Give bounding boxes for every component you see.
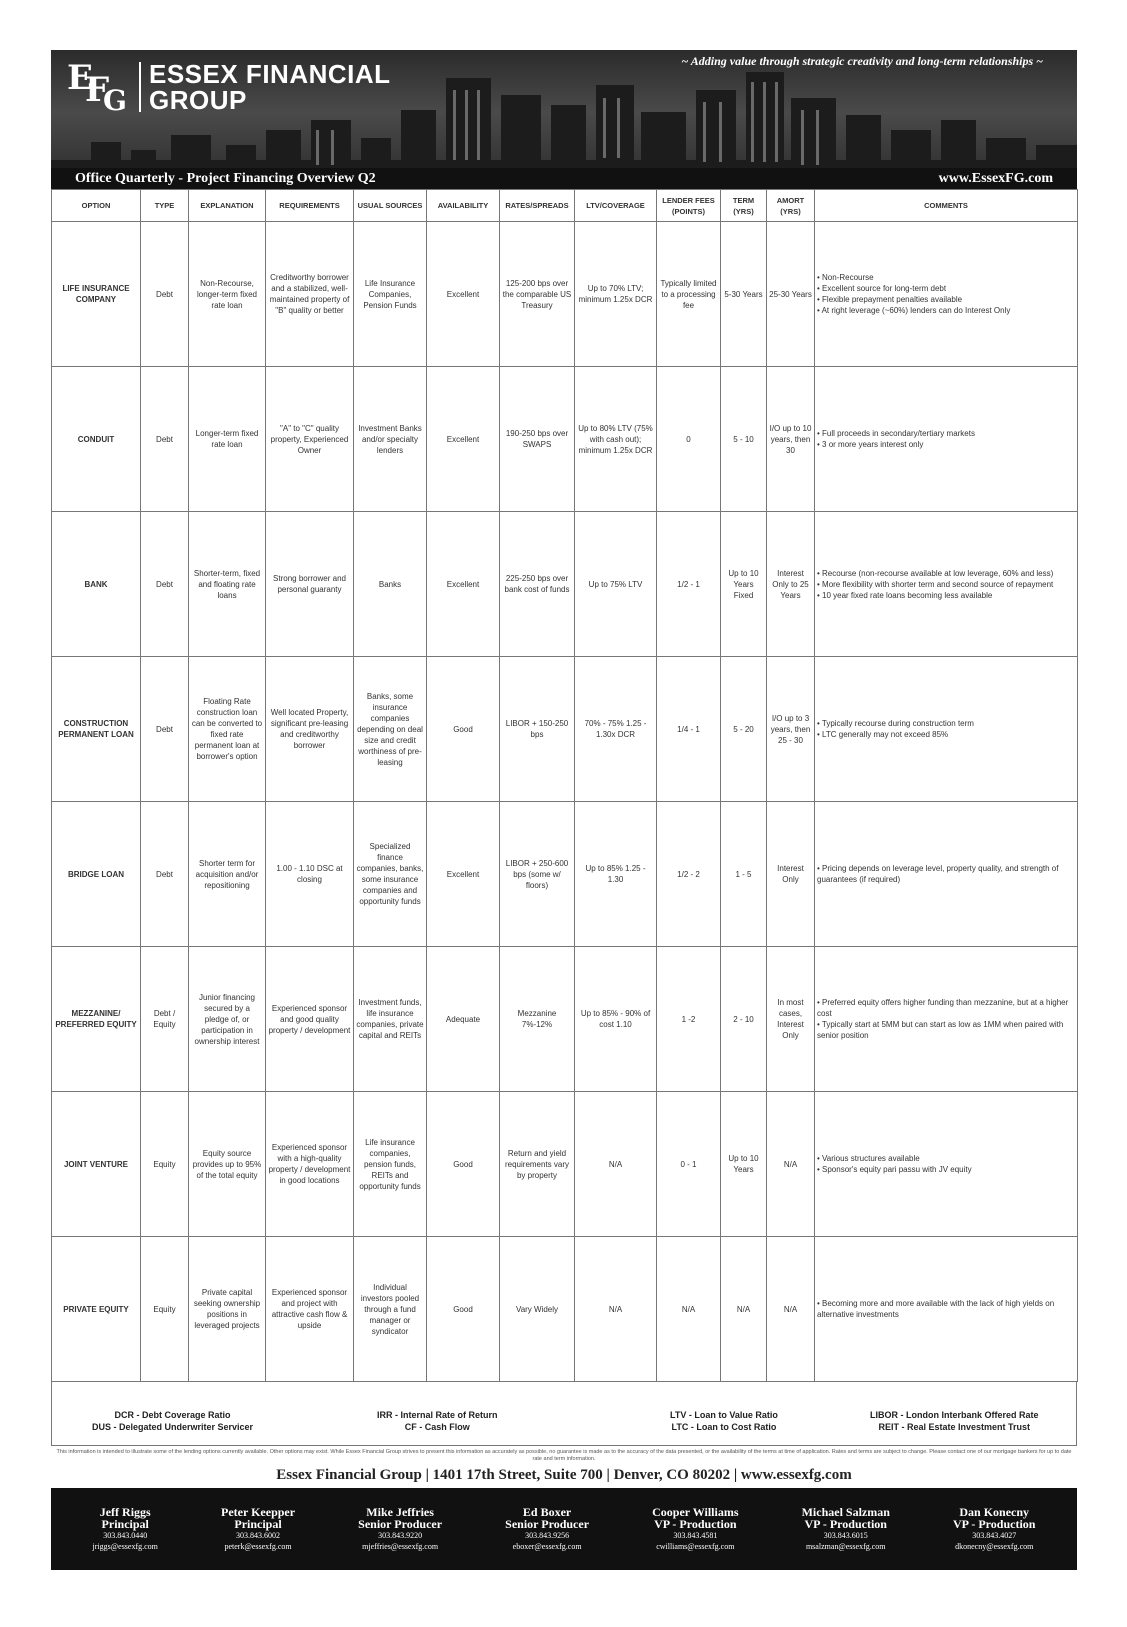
comment-bullet: • 3 or more years interest only <box>817 440 924 449</box>
cell-ltv: N/A <box>575 1237 657 1382</box>
comment-bullet: • Becoming more and more available with the lack of high yields on alternative investments <box>817 1299 1055 1319</box>
cell-availability: Good <box>427 1237 500 1382</box>
cell-rates: 190-250 bps over SWAPS <box>500 367 575 512</box>
cell-type: Debt <box>141 657 189 802</box>
cell-sources: Investment funds, life insurance companies, private capital and REITs <box>354 947 427 1092</box>
contact-name: Jeff Riggs <box>99 1505 151 1519</box>
table-row <box>52 1237 1078 1382</box>
contact-title: Senior Producer <box>358 1517 443 1531</box>
column-header: AVAILABILITY <box>427 190 500 222</box>
legend-group: LTV - Loan to Value Ratio LTC - Loan to Cost Ratio <box>670 1410 778 1432</box>
cell-comments <box>815 512 1078 657</box>
contact-email[interactable]: eboxer@essexfg.com <box>512 1542 582 1551</box>
website-link[interactable]: www.EssexFG.com <box>938 170 1053 186</box>
cell-ltv: Up to 80% LTV (75% with cash out); minimum 1.25x DCR <box>575 367 657 512</box>
cell-comments <box>815 1237 1078 1382</box>
cell-availability: Good <box>427 1092 500 1237</box>
cell-explanation: Floating Rate construction loan can be converted to fixed rate permanent loan at borrower's option <box>189 657 266 802</box>
cell-comments <box>815 657 1078 802</box>
document-page <box>51 50 1077 1570</box>
contact-phone: 303.843.0440 <box>103 1531 148 1540</box>
contact-title: VP - Production <box>804 1517 887 1531</box>
column-header: EXPLANATION <box>189 190 266 222</box>
contact-email[interactable]: cwilliams@essexfg.com <box>656 1542 735 1551</box>
cell-requirements: Strong borrower and personal guaranty <box>266 512 354 657</box>
cell-requirements: Experienced sponsor and good quality property / development <box>266 947 354 1092</box>
cell-sources: Specialized finance companies, banks, some insurance companies and opportunity funds <box>354 802 427 947</box>
table-row <box>52 802 1078 947</box>
comment-bullet: • Full proceeds in secondary/tertiary markets <box>817 429 975 438</box>
title-bar <box>51 168 1077 189</box>
cell-availability: Excellent <box>427 222 500 367</box>
cell-requirements: 1.00 - 1.10 DSC at closing <box>266 802 354 947</box>
contact-name: Dan Konecny <box>959 1505 1030 1519</box>
comment-bullet: • Typically start at 5MM but can start as low as 1MM when paired with senior position <box>817 1020 1064 1040</box>
cell-fees: N/A <box>657 1237 721 1382</box>
logo-divider <box>139 62 141 112</box>
comment-bullet: • Preferred equity offers higher funding than mezzanine, but at a higher cost <box>817 998 1069 1018</box>
contact-name: Peter Keepper <box>221 1505 296 1519</box>
tagline: ~ Adding value through strategic creativity and long-term relationships ~ <box>681 54 1043 68</box>
cell-comments <box>815 367 1078 512</box>
cell-term: 5 - 20 <box>721 657 767 802</box>
contact-name: Cooper Williams <box>652 1505 739 1519</box>
contact-title: Principal <box>234 1517 282 1531</box>
cell-requirements: "A" to "C" quality property, Experienced Owner <box>266 367 354 512</box>
cell-rates: 125-200 bps over the comparable US Treasury <box>500 222 575 367</box>
cell-option: JOINT VENTURE <box>52 1092 141 1237</box>
comment-bullet: • More flexibility with shorter term and second source of repayment <box>817 579 1054 589</box>
cell-sources: Life Insurance Companies, Pension Funds <box>354 222 427 367</box>
contact-email[interactable]: jriggs@essexfg.com <box>92 1542 158 1551</box>
contact-card <box>802 1506 890 1552</box>
table-row <box>52 367 1078 512</box>
cell-fees: 1/2 - 1 <box>657 512 721 657</box>
cell-option: MEZZANINE/ PREFERRED EQUITY <box>52 947 141 1092</box>
table-row <box>52 1092 1078 1237</box>
column-header: LENDER FEES (POINTS) <box>657 190 721 222</box>
comment-bullet: • LTC generally may not exceed 85% <box>817 730 949 739</box>
cell-term: 2 - 10 <box>721 947 767 1092</box>
cell-ltv: Up to 85% 1.25 - 1.30 <box>575 802 657 947</box>
comment-bullet: • Non-Recourse <box>817 273 874 282</box>
cell-amort: 25-30 Years <box>767 222 815 367</box>
contact-card <box>93 1506 158 1552</box>
comment-bullet: • Flexible prepayment penalties available <box>817 295 963 304</box>
cell-type: Debt <box>141 802 189 947</box>
cell-type: Debt / Equity <box>141 947 189 1092</box>
cell-requirements: Creditworthy borrower and a stabilized, well-maintained property of "B" quality or better <box>266 222 354 367</box>
contact-email[interactable]: msalzman@essexfg.com <box>805 1542 886 1551</box>
cell-requirements: Experienced sponsor with a high-quality property / development in good locations <box>266 1092 354 1237</box>
cell-requirements: Experienced sponsor and project with attractive cash flow & upside <box>266 1237 354 1382</box>
contact-name: Ed Boxer <box>522 1505 572 1519</box>
comment-bullet: • Pricing depends on leverage level, property quality, and strength of guarantees (if required) <box>817 864 1059 884</box>
cell-ltv: Up to 70% LTV; minimum 1.25x DCR <box>575 222 657 367</box>
cell-sources: Banks <box>354 512 427 657</box>
cell-rates: LIBOR + 150-250 bps <box>500 657 575 802</box>
company-address: Essex Financial Group | 1401 17th Street, Suite 700 | Denver, CO 80202 | www.essexfg.com <box>276 1467 852 1483</box>
comment-bullet: • 10 year fixed rate loans becoming less available <box>817 590 993 600</box>
cell-option: LIFE INSURANCE COMPANY <box>52 222 141 367</box>
cell-term: 1 - 5 <box>721 802 767 947</box>
contacts-bar <box>51 1488 1077 1570</box>
contact-email[interactable]: mjeffries@essexfg.com <box>362 1542 439 1551</box>
financing-options-table <box>51 189 1078 1382</box>
legend-group: IRR - Internal Rate of Return CF - Cash Flow <box>377 1410 498 1432</box>
cell-availability: Adequate <box>427 947 500 1092</box>
cell-amort: In most cases, Interest Only <box>767 947 815 1092</box>
cell-comments <box>815 1092 1078 1237</box>
cell-explanation: Junior financing secured by a pledge of, or participation in ownership interest <box>189 947 266 1092</box>
cell-option: BANK <box>52 512 141 657</box>
comment-bullet: • At right leverage (~60%) lenders can do Interest Only <box>817 306 1011 315</box>
cell-ltv: N/A <box>575 1092 657 1237</box>
cell-ltv: 70% - 75% 1.25 - 1.30x DCR <box>575 657 657 802</box>
comment-bullet: • Various structures available <box>817 1154 920 1163</box>
cell-explanation: Longer-term fixed rate loan <box>189 367 266 512</box>
cell-fees: 0 - 1 <box>657 1092 721 1237</box>
cell-term: 5-30 Years <box>721 222 767 367</box>
abbreviation-legend <box>51 1382 1077 1446</box>
column-header: OPTION <box>52 190 141 222</box>
cell-explanation: Shorter-term, fixed and floating rate loans <box>189 512 266 657</box>
column-header: USUAL SOURCES <box>354 190 427 222</box>
cell-explanation: Shorter term for acquisition and/or repositioning <box>189 802 266 947</box>
contact-card <box>652 1506 738 1552</box>
cell-rates: Mezzanine 7%-12% <box>500 947 575 1092</box>
cell-sources: Life insurance companies, pension funds, REITs and opportunity funds <box>354 1092 427 1237</box>
cell-amort: I/O up to 10 years, then 30 <box>767 367 815 512</box>
cell-option: BRIDGE LOAN <box>52 802 141 947</box>
cell-type: Debt <box>141 367 189 512</box>
cell-ltv: Up to 75% LTV <box>575 512 657 657</box>
cell-option: CONDUIT <box>52 367 141 512</box>
cell-rates: LIBOR + 250-600 bps (some w/ floors) <box>500 802 575 947</box>
cell-fees: 1/2 - 2 <box>657 802 721 947</box>
cell-explanation: Equity source provides up to 95% of the total equity <box>189 1092 266 1237</box>
cell-sources: Banks, some insurance companies depending on deal size and credit worthiness of pre-leasing <box>354 657 427 802</box>
cell-explanation: Private capital seeking ownership positions in leveraged projects <box>189 1237 266 1382</box>
contact-card <box>953 1506 1035 1552</box>
comment-bullet: • Excellent source for long-term debt <box>817 284 947 293</box>
column-header: RATES/SPREADS <box>500 190 575 222</box>
table-row <box>52 947 1078 1092</box>
cell-fees: Typically limited to a processing fee <box>657 222 721 367</box>
cell-amort: N/A <box>767 1092 815 1237</box>
cell-fees: 1 -2 <box>657 947 721 1092</box>
cell-availability: Excellent <box>427 512 500 657</box>
table-row <box>52 657 1078 802</box>
contact-card <box>221 1506 295 1552</box>
cell-fees: 1/4 - 1 <box>657 657 721 802</box>
cell-availability: Excellent <box>427 367 500 512</box>
contact-phone: 303.843.6015 <box>823 1531 868 1540</box>
cell-term: Up to 10 Years <box>721 1092 767 1237</box>
contact-email[interactable]: dkonecny@essexfg.com <box>955 1542 1034 1551</box>
contact-email[interactable]: peterk@essexfg.com <box>224 1542 292 1551</box>
cell-rates: Vary Widely <box>500 1237 575 1382</box>
header-banner <box>51 50 1077 189</box>
contact-phone: 303.843.9220 <box>378 1531 423 1540</box>
cell-type: Equity <box>141 1092 189 1237</box>
contact-phone: 303.843.4581 <box>673 1531 718 1540</box>
cell-amort: I/O up to 3 years, then 25 - 30 <box>767 657 815 802</box>
contact-phone: 303.843.6002 <box>236 1531 281 1540</box>
disclaimer-text: This information is intended to illustrate some of the lending options currently available. Other options may exist. While Essex Financial Group strives to present this information as accurately as possible, no guarantee is made as to the accuracy of the data presented, or the availability of the terms at time of application. Rates and terms are subject to change. Please contact one of our mortgage bankers for up to date rate and term information. <box>56 1449 1072 1462</box>
company-logo <box>63 58 391 116</box>
cell-term: N/A <box>721 1237 767 1382</box>
comment-bullet: • Typically recourse during construction term <box>817 719 974 728</box>
cell-fees: 0 <box>657 367 721 512</box>
contact-title: Senior Producer <box>505 1517 590 1531</box>
cell-rates: Return and yield requirements vary by property <box>500 1092 575 1237</box>
cell-term: 5 - 10 <box>721 367 767 512</box>
table-body <box>52 222 1078 1382</box>
legend-group: DCR - Debt Coverage Ratio DUS - Delegated Underwriter Servicer <box>92 1410 254 1432</box>
cell-amort: N/A <box>767 1237 815 1382</box>
column-header: COMMENTS <box>815 190 1078 222</box>
column-header: REQUIREMENTS <box>266 190 354 222</box>
contact-name: Michael Salzman <box>801 1505 890 1519</box>
cell-option: CONSTRUCTION PERMANENT LOAN <box>52 657 141 802</box>
column-header: AMORT (YRS) <box>767 190 815 222</box>
cell-amort: Interest Only <box>767 802 815 947</box>
contact-card <box>505 1506 589 1552</box>
cell-comments <box>815 222 1078 367</box>
cell-type: Debt <box>141 512 189 657</box>
cell-comments <box>815 947 1078 1092</box>
cell-comments <box>815 802 1078 947</box>
legend-group: LIBOR - London Interbank Offered Rate REIT - Real Estate Investment Trust <box>870 1410 1039 1432</box>
cell-requirements: Well located Property, significant pre-leasing and creditworthy borrower <box>266 657 354 802</box>
table-row <box>52 512 1078 657</box>
cell-sources: Investment Banks and/or specialty lenders <box>354 367 427 512</box>
table-row <box>52 222 1078 367</box>
column-header: TERM (YRS) <box>721 190 767 222</box>
cell-option: PRIVATE EQUITY <box>52 1237 141 1382</box>
table-header-row <box>52 190 1078 222</box>
cell-explanation: Non-Recourse, longer-term fixed rate loan <box>189 222 266 367</box>
cell-type: Equity <box>141 1237 189 1382</box>
efg-logo-mark: E F G <box>67 58 123 117</box>
cell-rates: 225-250 bps over bank cost of funds <box>500 512 575 657</box>
comment-bullet: • Recourse (non-recourse available at low leverage, 60% and less) <box>817 568 1054 578</box>
cell-sources: Individual investors pooled through a fund manager or syndicator <box>354 1237 427 1382</box>
brand-name: ESSEX FINANCIAL GROUP <box>149 59 391 115</box>
cell-availability: Excellent <box>427 802 500 947</box>
cell-availability: Good <box>427 657 500 802</box>
cell-amort: Interest Only to 25 Years <box>767 512 815 657</box>
contact-title: Principal <box>101 1517 149 1531</box>
cell-term: Up to 10 Years Fixed <box>721 512 767 657</box>
cell-ltv: Up to 85% - 90% of cost 1.10 <box>575 947 657 1092</box>
contact-title: VP - Production <box>654 1517 737 1531</box>
document-title: Office Quarterly - Project Financing Overview Q2 <box>75 170 376 186</box>
contact-phone: 303.843.9256 <box>525 1531 570 1540</box>
cell-type: Debt <box>141 222 189 367</box>
contact-card <box>358 1506 442 1552</box>
column-header: LTV/COVERAGE <box>575 190 657 222</box>
contact-phone: 303.843.4027 <box>972 1531 1017 1540</box>
column-header: TYPE <box>141 190 189 222</box>
comment-bullet: • Sponsor's equity pari passu with JV equity <box>817 1165 972 1174</box>
contact-title: VP - Production <box>953 1517 1036 1531</box>
contact-name: Mike Jeffries <box>366 1505 434 1519</box>
